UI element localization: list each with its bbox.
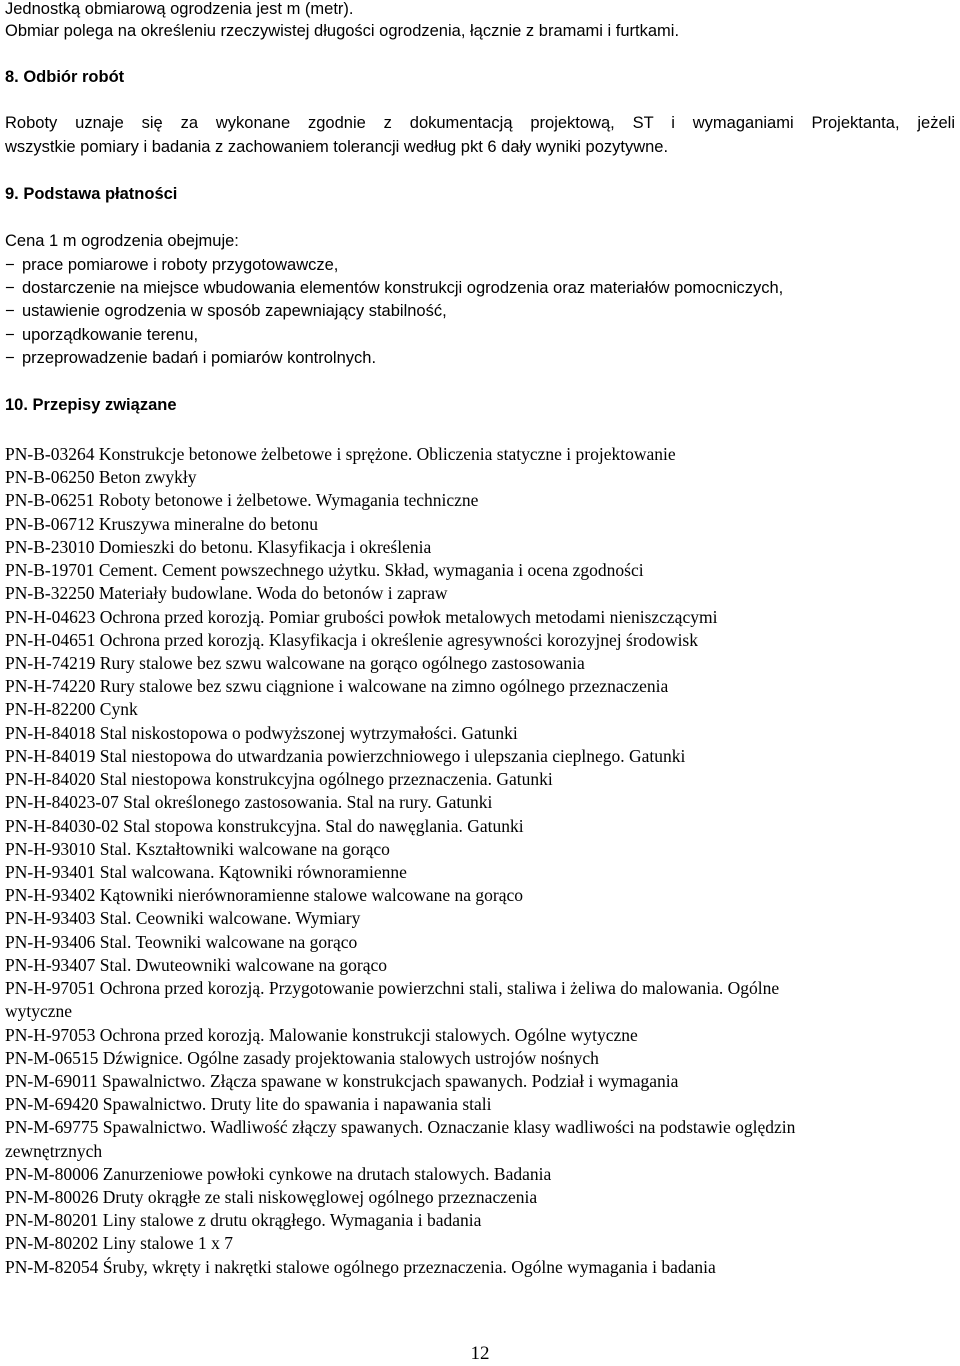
page-number: 12 xyxy=(470,1343,490,1364)
standard-reference-line: PN-H-93010 Stal. Kształtowniki walcowane na gorąco xyxy=(5,838,390,859)
standard-reference-line: PN-M-06515 Dźwignice. Ogólne zasady projektowania stalowych ustrojów nośnych xyxy=(5,1047,599,1068)
standard-reference-line: PN-H-93403 Stal. Ceowniki walcowane. Wymiary xyxy=(5,908,361,929)
standard-reference-line: PN-H-93402 Kątowniki nierównoramienne stalowe walcowane na gorąco xyxy=(5,885,524,906)
standard-reference-line: PN-B-19701 Cement. Cement powszechnego użytku. Skład, wymagania i ocena zgodności xyxy=(5,560,644,581)
payment-list-item xyxy=(5,324,198,346)
payment-list-item xyxy=(5,300,447,322)
list-item-text: prace pomiarowe i roboty przygotowawcze, xyxy=(22,256,339,274)
standard-reference-line: PN-M-69420 Spawalnictwo. Druty lite do spawania i napawania stali xyxy=(5,1094,492,1115)
standard-reference-line: PN-M-69011 Spawalnictwo. Złącza spawane w konstrukcjach spawanych. Podział i wymagania xyxy=(5,1070,679,1091)
standard-reference-line: PN-H-84023-07 Stal określonego zastosowania. Stal na rury. Gatunki xyxy=(5,792,493,813)
section-10-heading: 10. Przepisy związane xyxy=(5,396,177,414)
standard-reference-line: PN-M-80006 Zanurzeniowe powłoki cynkowe na drutach stalowych. Badania xyxy=(5,1163,552,1184)
standard-reference-line: PN-H-97053 Ochrona przed korozją. Malowanie konstrukcji stalowych. Ogólne wytyczne xyxy=(5,1024,638,1045)
list-item-text: przeprowadzenie badań i pomiarów kontrolnych. xyxy=(22,348,377,367)
list-item-text: dostarczenie na miejsce wbudowania elementów konstrukcji ogrodzenia oraz materiałów pomocniczych, xyxy=(22,279,784,298)
standard-reference-line: PN-H-84018 Stal niskostopowa o podwyższonej wytrzymałości. Gatunki xyxy=(5,722,518,743)
section-9-heading: 9. Podstawa płatności xyxy=(5,185,178,203)
section-8-paragraph-line-2: wszystkie pomiary i badania z zachowaniem tolerancji według pkt 6 dały wyniki pozytywne. xyxy=(5,138,669,156)
standard-reference-line: PN-B-03264 Konstrukcje betonowe żelbetowe i sprężone. Obliczenia statyczne i projektowanie xyxy=(5,444,676,464)
standard-reference-line: PN-B-06250 Beton zwykły xyxy=(5,467,197,488)
section-9-intro: Cena 1 m ogrodzenia obejmuje: xyxy=(5,232,239,250)
intro-line-2: Obmiar polega na określeniu rzeczywistej długości ogrodzenia, łącznie z bramami i furtkami. xyxy=(5,22,680,40)
standard-reference-line: PN-H-84030-02 Stal stopowa konstrukcyjna. Stal do nawęglania. Gatunki xyxy=(5,815,524,836)
standard-reference-line: PN-H-93401 Stal walcowana. Kątowniki równoramienne xyxy=(5,861,407,882)
payment-list-item xyxy=(5,254,338,276)
standard-reference-line: PN-H-84020 Stal niestopowa konstrukcyjna ogólnego przeznaczenia. Gatunki xyxy=(5,769,553,790)
standard-reference-line: PN-B-23010 Domieszki do betonu. Klasyfikacja i określenia xyxy=(5,536,432,557)
standard-reference-line: PN-H-74219 Rury stalowe bez szwu walcowane na gorąco ogólnego zastosowania xyxy=(5,652,585,673)
list-dash: − xyxy=(5,256,15,274)
standard-reference-line: PN-B-06251 Roboty betonowe i żelbetowe. Wymagania techniczne xyxy=(5,490,479,511)
intro-line-1: Jednostką obmiarową ogrodzenia jest m (metr). xyxy=(5,0,354,18)
list-dash: − xyxy=(5,279,15,298)
standard-reference-line: PN-M-82054 Śruby, wkręty i nakrętki stalowe ogólnego przeznaczenia. Ogólne wymagania i badania xyxy=(5,1256,716,1277)
standard-reference-line: PN-M-80201 Liny stalowe z drutu okrągłego. Wymagania i badania xyxy=(5,1210,482,1231)
list-dash: − xyxy=(5,325,15,344)
list-item-text: ustawienie ogrodzenia w sposób zapewniający stabilność, xyxy=(22,302,447,321)
standard-reference-line: PN-B-06712 Kruszywa mineralne do betonu xyxy=(5,513,318,534)
standard-reference-line: PN-H-97051 Ochrona przed korozją. Przygotowanie powierzchni stali, staliwa i żeliwa do malowania. Ogólne xyxy=(5,978,780,999)
standard-reference-line: PN-M-80202 Liny stalowe 1 x 7 xyxy=(5,1233,233,1254)
payment-list-item xyxy=(5,347,376,369)
section-8-heading: 8. Odbiór robót xyxy=(5,68,125,86)
standard-reference-line: PN-H-74220 Rury stalowe bez szwu ciągnione i walcowane na zimno ogólnego przeznaczenia xyxy=(5,676,669,697)
list-item-text: uporządkowanie terenu, xyxy=(22,325,199,344)
standard-reference-line: PN-H-93406 Stal. Teowniki walcowane na gorąco xyxy=(5,931,358,952)
standard-reference-line: PN-H-84019 Stal niestopowa do utwardzania powierzchniowego i ulepszania cieplnego. Gatunki xyxy=(5,745,686,766)
standard-reference-line: PN-H-04651 Ochrona przed korozją. Klasyfikacja i określenie agresywności korozyjnej środowisk xyxy=(5,629,698,650)
payment-list-item xyxy=(5,277,783,299)
standard-reference-line: PN-M-69775 Spawalnictwo. Wadliwość złączy spawanych. Oznaczanie klasy wadliwości na podstawie oględzin xyxy=(5,1117,796,1138)
list-dash: − xyxy=(5,348,15,367)
standard-reference-line: PN-H-82200 Cynk xyxy=(5,699,138,720)
standard-reference-line: PN-B-32250 Materiały budowlane. Woda do betonów i zapraw xyxy=(5,583,448,604)
standard-reference-line: wytyczne xyxy=(5,1001,73,1022)
list-dash: − xyxy=(5,302,15,321)
section-8-paragraph-line-1: Roboty uznaje się za wykonane zgodnie z dokumentacją projektową, ST i wymaganiami Projektanta, jeżeli xyxy=(5,114,955,132)
standard-reference-line: PN-M-80026 Druty okrągłe ze stali niskowęglowej ogólnego przeznaczenia xyxy=(5,1187,538,1208)
standard-reference-line: zewnętrznych xyxy=(5,1140,103,1161)
standard-reference-line: PN-H-04623 Ochrona przed korozją. Pomiar grubości powłok metalowych metodami nieniszczącymi xyxy=(5,606,718,627)
standard-reference-line: PN-H-93407 Stal. Dwuteowniki walcowane na gorąco xyxy=(5,954,387,975)
